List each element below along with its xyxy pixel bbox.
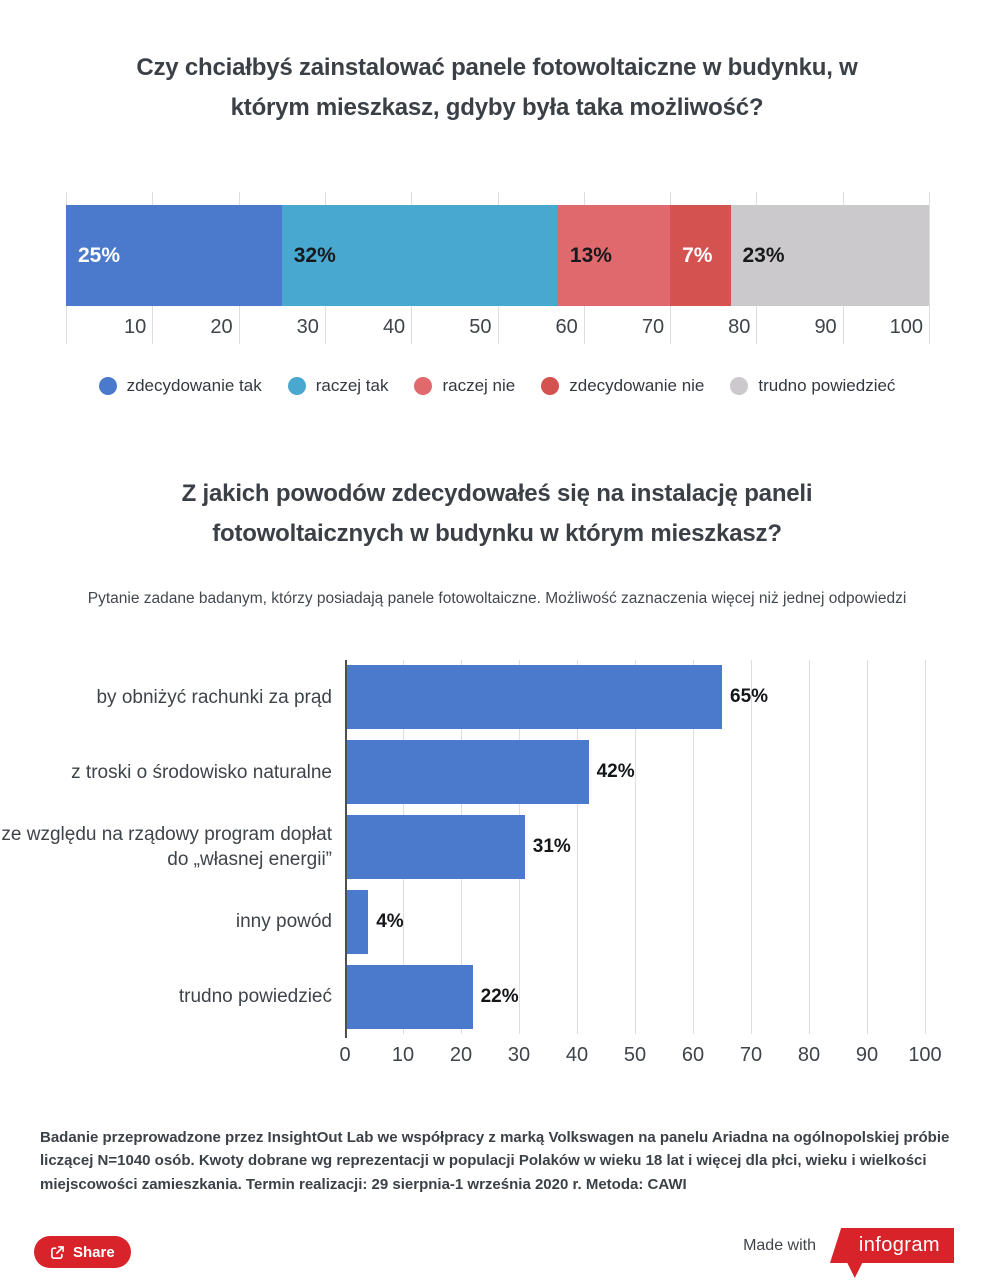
chart2-plot [0,658,994,1072]
bar-value-label: 4% [376,910,404,932]
axis-tick-label: 50 [469,316,492,338]
bar-cell [345,959,925,1034]
legend-color-dot [288,377,306,395]
bar-z-troski-o-środowisko-naturalne[interactable] [345,740,589,804]
axis-tick-label: 30 [507,1044,531,1066]
bar-value-label: 31% [532,835,571,857]
made-with-badge [743,1228,954,1278]
legend-item-zdecydowanie-nie [541,376,704,396]
segment-zdecydowanie-tak[interactable] [66,205,282,306]
legend-color-dot [99,377,117,395]
segment-trudno-powiedzieć[interactable] [731,205,929,306]
axis-tick-label: 80 [797,1044,821,1066]
bar-cell [345,884,925,959]
chart2-x-axis [339,1040,942,1070]
share-label: Share [73,1243,115,1261]
legend-label: trudno powiedzieć [758,376,896,395]
chart1-x-axis [66,312,929,342]
bar-value-label: 65% [730,686,769,708]
segment-value-label: 13% [569,243,612,267]
category-label: by obniżyć rachunki za prąd [96,686,332,708]
legend-color-dot [730,377,748,395]
axis-tick-label: 70 [739,1044,763,1066]
legend-item-zdecydowanie-tak [99,376,262,396]
axis-tick-label: 30 [296,316,319,338]
category-label: inny powód [235,911,332,933]
legend-label: zdecydowanie nie [569,376,705,395]
chart2-subtitle: Pytanie zadane badanym, którzy posiadają panele fotowoltaiczne. Możliwość zaznaczenia więcej niż jednej odpowiedzi [87,590,907,607]
segment-raczej-tak[interactable] [282,205,558,306]
legend-item-raczej-tak [288,376,389,396]
axis-tick-label: 20 [449,1044,473,1066]
chart1-title: Czy chciałbyś zainstalować panele fotowoltaiczne w budynku, w którym mieszkasz, gdyby była taka możliwość? [136,54,858,121]
axis-tick-label: 80 [728,316,751,338]
bar-ze-względu-na-rządowy-program-dopłat-do-własnej-energii[interactable] [345,815,525,879]
axis-tick-label: 60 [555,316,578,338]
legend-item-raczej-nie [414,376,515,396]
bar-trudno-powiedzieć[interactable] [345,965,473,1029]
bar-value-label: 22% [480,985,519,1007]
axis-tick-label: 40 [565,1044,589,1066]
bar-row-ze-względu-na-rządowy-program-dopłat-do-własnej-energii [0,810,994,885]
axis-tick-label: 90 [814,316,837,338]
bar-row-trudno-powiedzieć [0,959,994,1034]
chart1-stacked-bar [66,205,929,306]
bar-row-z-troski-o-środowisko-naturalne [0,735,994,810]
bar-cell [345,810,925,885]
axis-tick-label: 60 [681,1044,705,1066]
category-label: trudno powiedzieć [178,986,332,1008]
chart2-title: Z jakich powodów zdecydowałeś się na instalację paneli fotowoltaicznych w budynku w którym mieszkasz? [181,480,813,547]
axis-tick-label: 20 [210,316,233,338]
legend-label: zdecydowanie tak [126,376,262,395]
segment-value-label: 25% [78,243,121,267]
segment-raczej-nie[interactable] [558,205,670,306]
category-label: z troski o środowisko naturalne [71,761,332,783]
share-button[interactable] [34,1236,131,1268]
axis-tick-label: 40 [382,316,406,338]
legend-color-dot [414,377,432,395]
axis-tick-label: 70 [641,316,665,338]
legend-label: raczej nie [442,376,516,395]
segment-value-label: 23% [742,243,785,267]
axis-tick-label: 90 [855,1044,879,1066]
axis-tick-label: 0 [339,1044,351,1066]
segment-value-label: 7% [682,243,713,267]
legend-label: raczej tak [315,376,389,395]
zero-axis-line [345,660,347,1038]
made-with-label: Made with [743,1237,816,1254]
methodology-note: Badanie przeprowadzone przez InsightOut Lab we współpracy z marką Volkswagen na panelu Ariadna na ogólnopolskiej próbie liczącej N=1040 osób. Kwoty dobrane wg reprezentacji w populacji Polaków w wieku 18 lat i więcej dla płci, wieku i wielkości miejscowości zamieszkania. Termin realizacji: 29 sierpnia-1 września 2020 r. Metoda: CAWI [40,1129,950,1193]
legend-color-dot [541,377,559,395]
segment-value-label: 32% [293,243,336,267]
chart1-legend [0,376,994,396]
bar-cell [345,735,925,810]
category-label: ze względu na rządowy program dopłat do „własnej energii” [1,823,332,870]
chart1-plot [66,192,929,344]
axis-tick-label: 100 [889,316,923,338]
share-icon [50,1245,65,1260]
bar-row-inny-powód [0,884,994,959]
infogram-brand-label: infogram [858,1234,940,1256]
bar-cell [345,660,925,735]
axis-tick-label: 100 [908,1044,942,1066]
chart2-rows [0,660,994,1034]
bar-value-label: 42% [596,761,635,783]
gridline [929,192,930,344]
bar-inny-powód[interactable] [345,890,368,954]
bar-by-obniżyć-rachunki-za-prąd[interactable] [345,665,722,729]
axis-tick-label: 10 [391,1044,415,1066]
axis-tick-label: 50 [623,1044,647,1066]
legend-item-trudno-powiedzieć [730,376,895,396]
segment-zdecydowanie-nie[interactable] [670,205,730,306]
axis-tick-label: 10 [124,316,147,338]
infogram-logo[interactable] [830,1228,954,1278]
bar-row-by-obniżyć-rachunki-za-prąd [0,660,994,735]
